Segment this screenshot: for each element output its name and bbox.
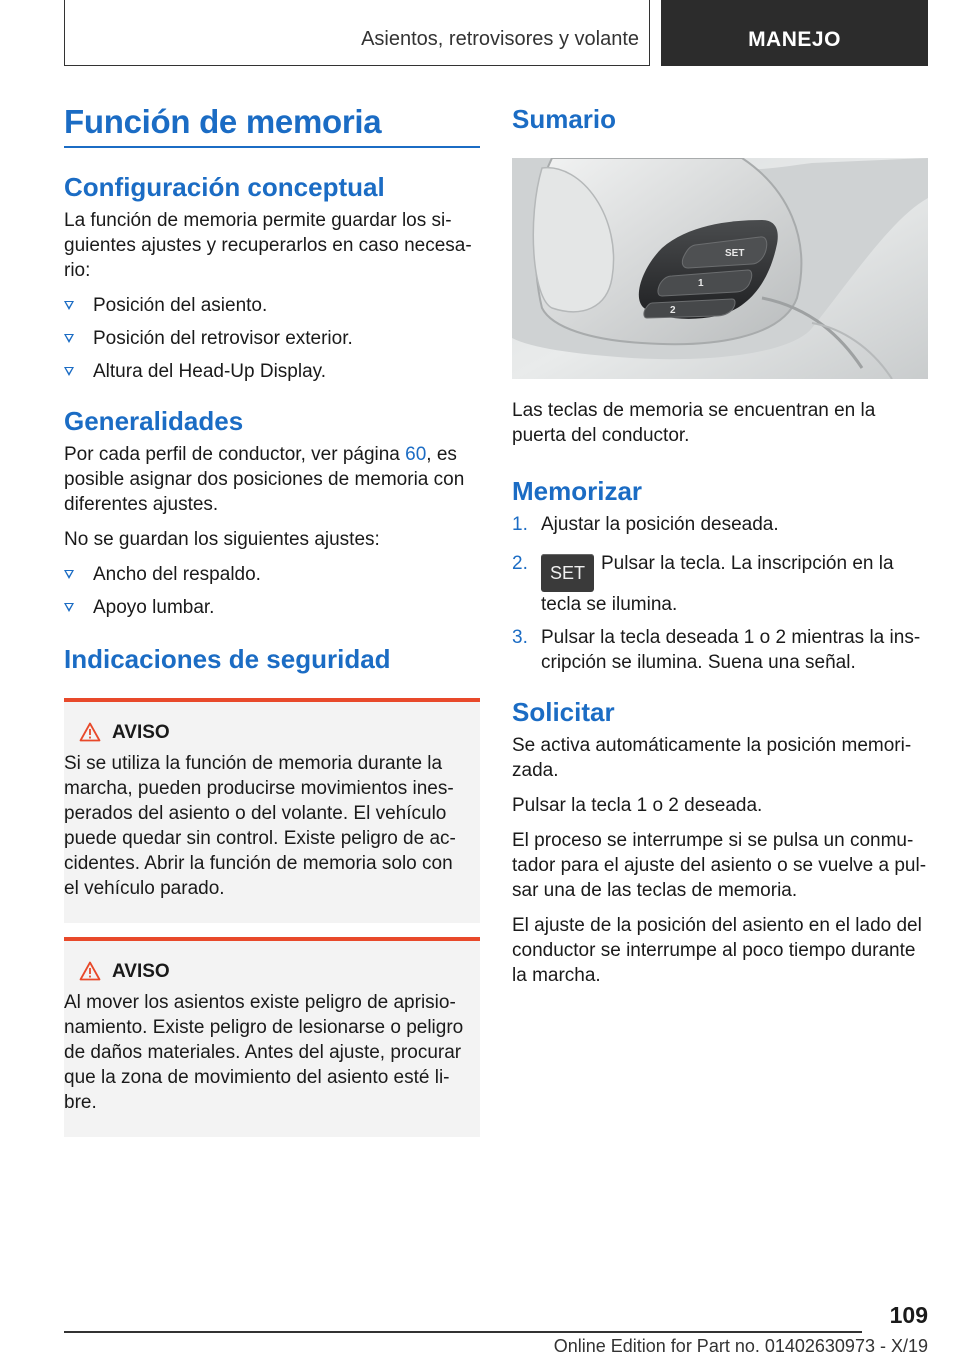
page-link[interactable]: 60 — [405, 443, 427, 465]
recall-heading: Solicitar — [512, 697, 615, 727]
triangle-bullet-icon — [64, 570, 74, 579]
safety-heading: Indicaciones de seguridad — [64, 643, 391, 674]
step-number: 3. — [512, 627, 528, 648]
recall-text: El ajuste de la posición del asiento en el lado del conductor se interrumpe al poco tiempo durante la marcha. — [512, 915, 922, 986]
concept-heading: Configuración conceptual — [64, 171, 385, 202]
triangle-bullet-icon — [64, 301, 74, 310]
memorize-steps — [512, 512, 928, 675]
general-text-after: , es posible asignar dos posiciones de memoria con diferentes ajustes. — [64, 443, 465, 515]
list-item — [64, 293, 480, 318]
warning-text: Si se utiliza la función de memoria durante la marcha, pueden producirse movimientos ines-perados del asiento o del volante. El vehículo puede quedar sin control. Existe peligro de ac-cidentes. Abrir la función de memoria solo con el vehículo parado. — [64, 752, 456, 899]
warning-title: AVISO — [112, 721, 170, 743]
footer-edition: Online Edition for Part no. 01402630973 - X/19 — [553, 1336, 928, 1356]
step-text: Pulsar la tecla deseada 1 o 2 mientras la ins-cripción se ilumina. Suena una señal. — [541, 627, 921, 673]
general-heading: Generalidades — [64, 405, 244, 436]
memorize-heading: Memorizar — [512, 476, 643, 506]
photo-one-label: 1 — [698, 278, 704, 289]
list-item-text: Posición del asiento. — [93, 294, 268, 316]
list-item-text: Altura del Head-Up Display. — [93, 360, 327, 382]
list-item-text: Apoyo lumbar. — [93, 596, 215, 618]
header-chapter-box — [661, 0, 928, 66]
photo-two-label: 2 — [670, 305, 676, 316]
title-divider — [64, 146, 480, 148]
header-section-box — [64, 0, 650, 66]
header-chapter-title: MANEJO — [748, 28, 841, 51]
step-text: Pulsar la tecla. La inscripción en la tecla se ilumina. — [541, 553, 894, 615]
page-number: 109 — [889, 1302, 928, 1328]
left-column — [64, 100, 480, 1151]
list-item-text: Posición del retrovisor exterior. — [93, 327, 353, 349]
not-saved-list — [64, 562, 480, 620]
warning-triangle-icon — [79, 722, 101, 742]
recall-text: El proceso se interrumpe si se pulsa un conmu-tador para el ajuste del asiento o se vuelve a pul-sar una de las teclas de memoria. — [512, 830, 927, 901]
not-saved-text: No se guardan los siguientes ajustes: — [64, 528, 380, 550]
header-section-title: Asientos, retrovisores y volante — [361, 28, 639, 50]
general-text-before: Por cada perfil de conductor, ver página — [64, 443, 406, 465]
step-number: 1. — [512, 514, 528, 535]
footer-divider — [64, 1331, 862, 1333]
list-item — [512, 625, 928, 675]
list-item — [512, 512, 928, 537]
general-text — [64, 442, 480, 517]
step-number: 2. — [512, 553, 528, 574]
summary-caption: Las teclas de memoria se encuentran en la puerta del conductor. — [512, 400, 876, 446]
warning-triangle-icon — [79, 961, 101, 981]
warning-title-row — [64, 961, 470, 986]
photo-set-label: SET — [725, 248, 745, 259]
summary-heading: Sumario — [512, 104, 617, 134]
list-item — [512, 551, 928, 617]
triangle-bullet-icon — [64, 334, 74, 343]
list-item-text: Ancho del respaldo. — [93, 563, 261, 585]
recall-text: Pulsar la tecla 1 o 2 deseada. — [512, 795, 763, 816]
list-item — [64, 595, 480, 620]
warning-title: AVISO — [112, 960, 170, 982]
memory-buttons-photo — [512, 158, 928, 379]
list-item — [64, 562, 480, 587]
page-title: Función de memoria — [64, 103, 382, 140]
page-header — [64, 0, 928, 66]
list-item — [64, 359, 480, 384]
warning-text: Al mover los asientos existe peligro de aprisio-namiento. Existe peligro de lesionarse o peligro de daños materiales. Antes del ajuste, procurar que la zona de movimiento del asiento esté li-bre. — [64, 991, 464, 1113]
list-item — [64, 326, 480, 351]
triangle-bullet-icon — [64, 603, 74, 612]
set-key-icon: SET — [541, 554, 594, 592]
warning-box — [64, 937, 480, 1137]
triangle-bullet-icon — [64, 367, 74, 376]
recall-text: Se activa automáticamente la posición memori-zada. — [512, 735, 912, 781]
step-text: Ajustar la posición deseada. — [541, 514, 779, 535]
warning-title-row — [64, 722, 470, 747]
concept-list — [64, 293, 480, 384]
right-column — [512, 100, 928, 998]
warning-box — [64, 698, 480, 923]
concept-text: La función de memoria permite guardar los si-guientes ajustes y recuperarlos en caso necesa-rio: — [64, 209, 472, 281]
